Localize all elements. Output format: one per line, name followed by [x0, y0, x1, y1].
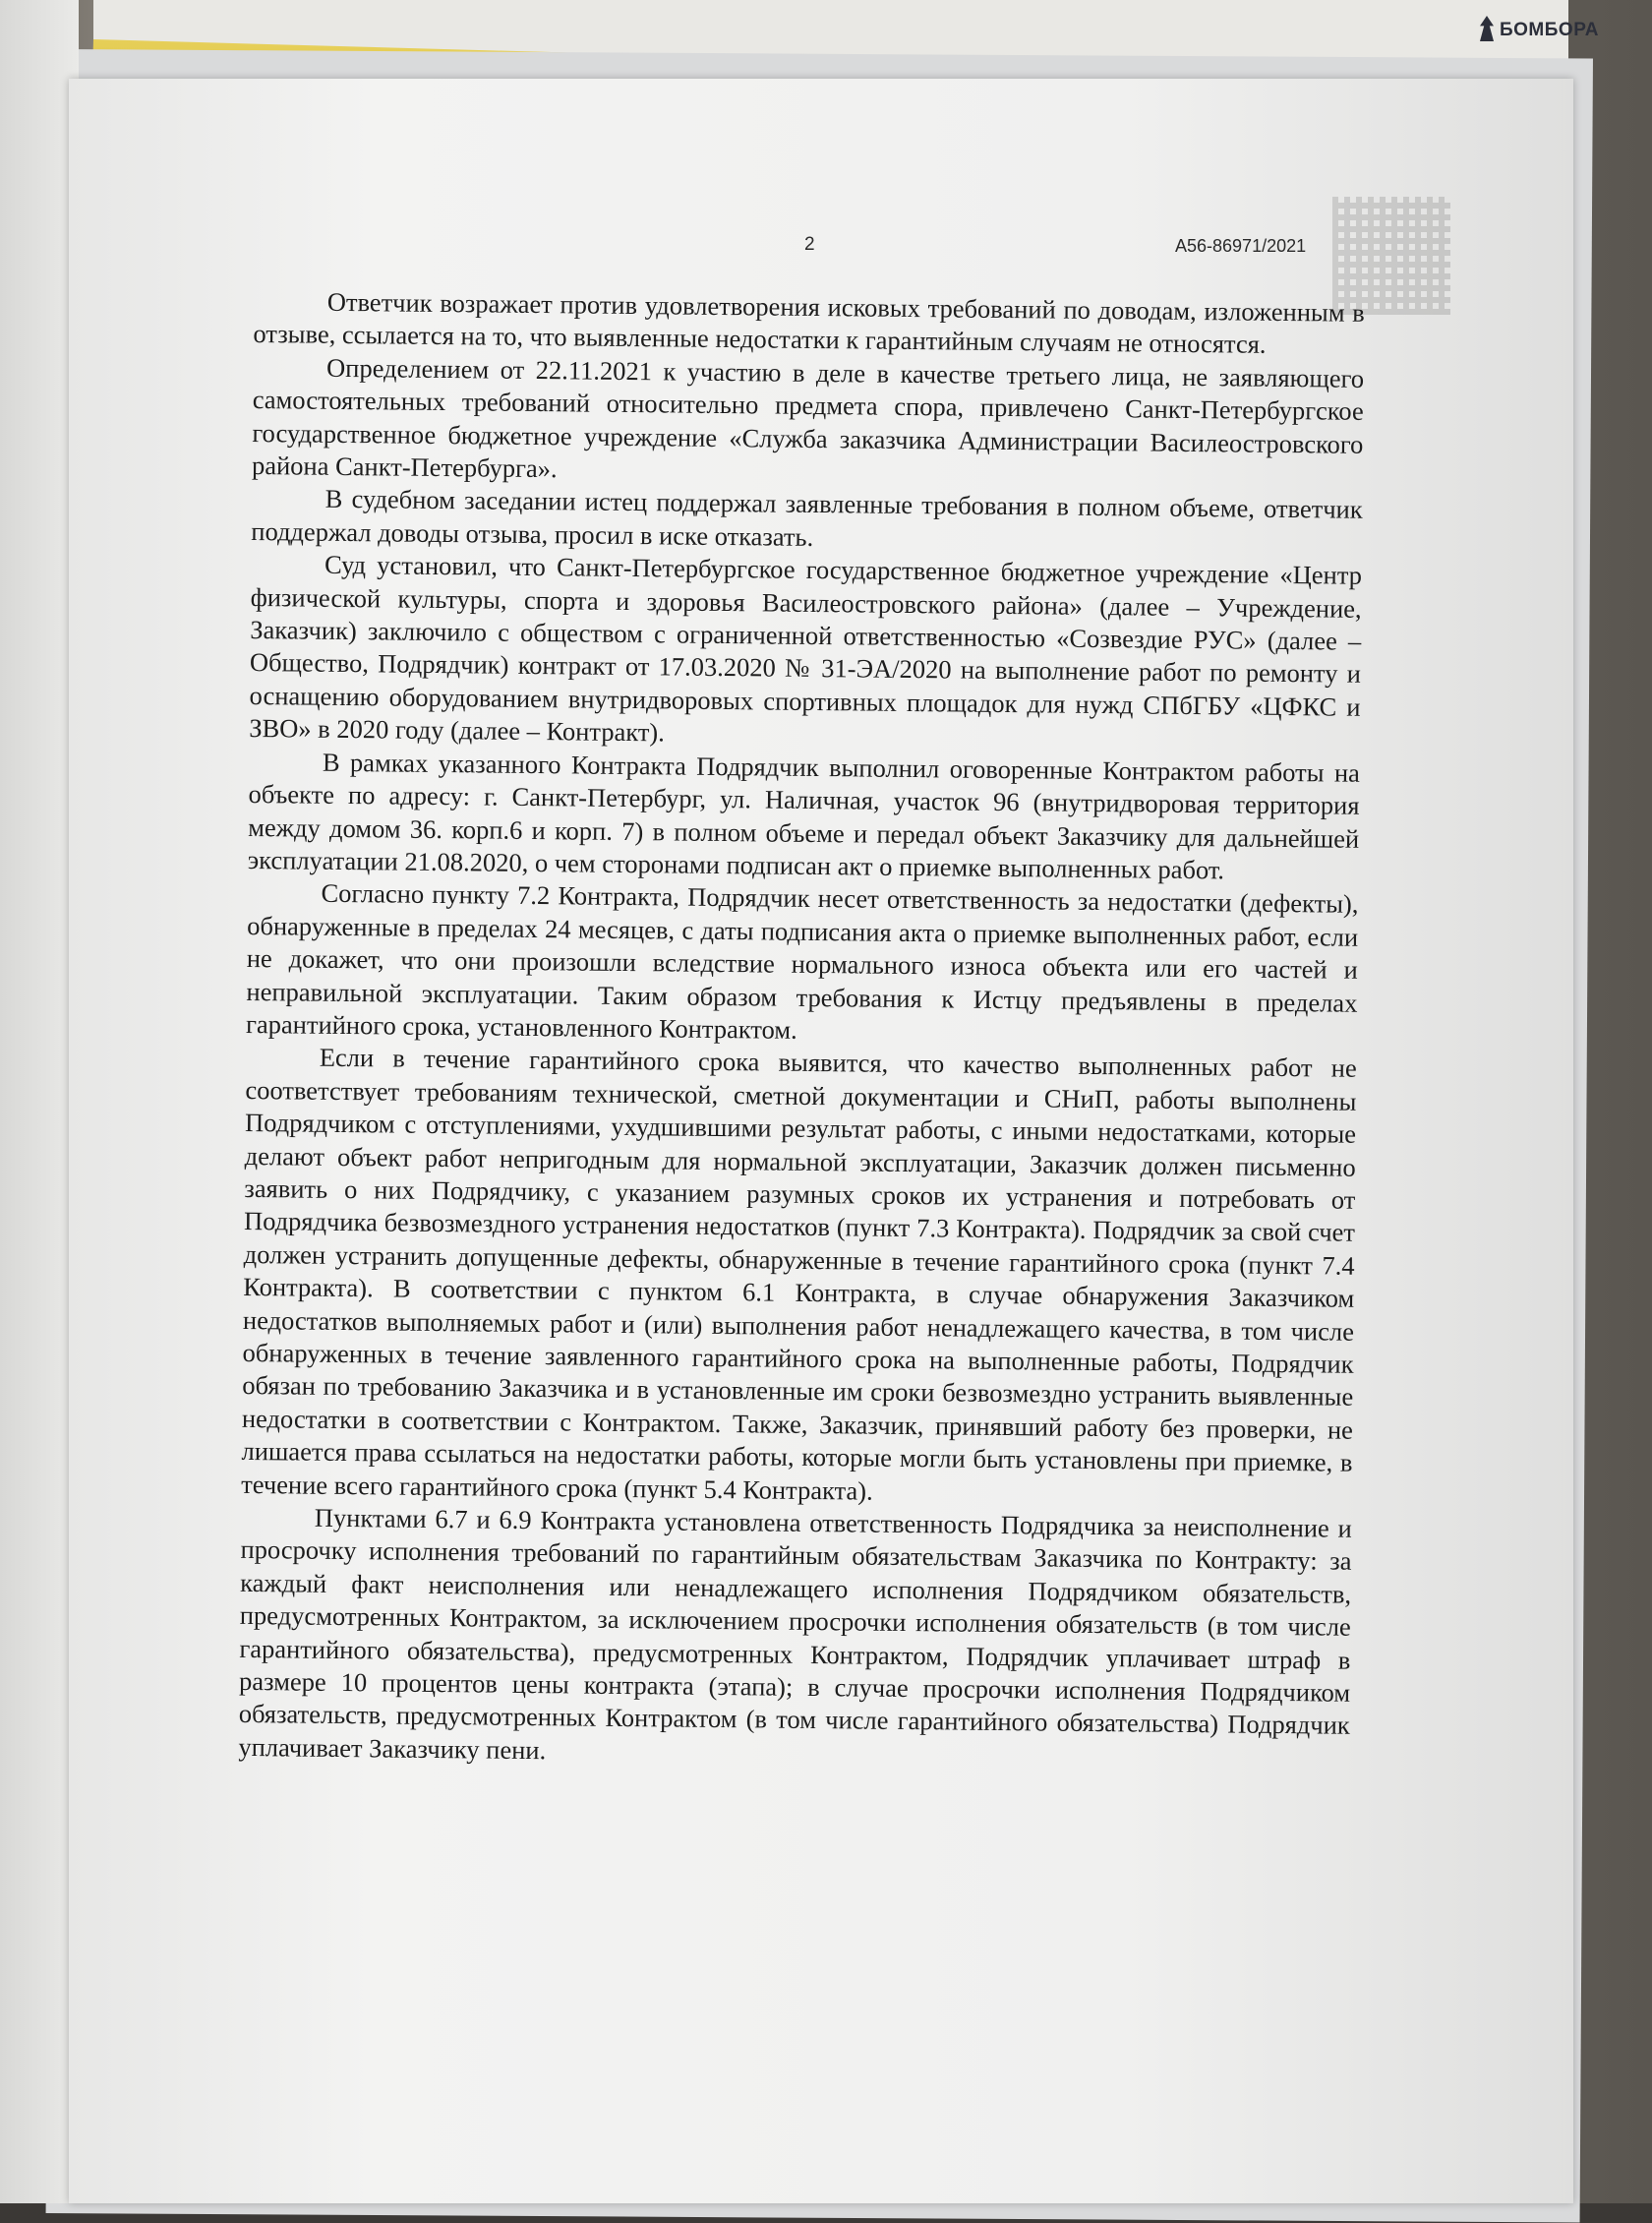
paragraph: Если в течение гарантийного срока выявится, что качество выполненных работ не соответствует требованиям технической, сметной документации и СНиП, работы выполнены Подрядчиком с отступлениями, ухудшившими результат работы, с иными недостатками, которые делают объект работ непригодным для нормальной эксплуатации, Заказчик должен письменно заявить о них Подрядчику, с указанием разумных сроков их устранения и потребовать от Подрядчика безвозмездного устранения недостатков (пункт 7.3 Контракта). Подрядчик за свой счет должен устранить допущенные дефекты, обнаруженные в течение гарантийного срока (пункт 7.4 Контракта). В соответствии с пунктом 6.1 Контракта, в случае обнаружения Заказчиком недостатков выполняемых работ и (или) выполнения работ ненадлежащего качества, в том числе обнаруженных в течение заявленного гарантийного срока на выполненные работы, Подрядчик обязан по требованию Заказчика и в установленные им сроки безвозмездно устранить выявленные недостатки в соответствии с Контрактом. Также, Заказчик, принявший работу без проверки, не лишается права ссылаться на недостатки работы, которые могли быть установлены при приемке, в течение всего гарантийного срока (пункт 5.4 Контракта).: [241, 1043, 1357, 1506]
paragraph: Суд установил, что Санкт-Петербургское государственное бюджетное учреждение «Центр физической культуры, спорта и здоровья Василеостровского района» (далее – Учреждение, Заказчик) заключило с обществом с ограниченной ответственностью «Созвездие РУС» (далее – Общество, Подрядчик) контракт от 17.03.2020 № 31-ЭА/2020 на выполнение работ по ремонту и оснащению оборудованием внутридворовых спортивных площадок для нужд СПбГБУ «ЦФКС и ЗВО» в 2020 году (далее – Контракт).: [249, 550, 1363, 748]
page-number: 2: [804, 234, 815, 255]
document-body: [238, 285, 1365, 1775]
paragraph: Пунктами 6.7 и 6.9 Контракта установлена ответственность Подрядчика за неисполнение и просрочку исполнения требований по гарантийным обязательствам Заказчика по Контракту: за каждый факт неисполнения или ненадлежащего исполнения Подрядчиком обязательств, предусмотренных Контрактом, за исключением просрочки исполнения обязательств (в том числе гарантийного обязательства), предусмотренных Контрактом, Подрядчик уплачивает штраф в размере 10 процентов цены контракта (этапа); в случае просрочки исполнения Подрядчиком обязательств, предусмотренных Контрактом (в том числе гарантийного обязательства) Подрядчик уплачивает Заказчику пени.: [238, 1502, 1352, 1766]
publisher-logo-text: БОМБОРА: [1500, 20, 1599, 40]
paragraph: В судебном заседании истец поддержал заявленные требования в полном объеме, ответчик поддержал доводы отзыва, просил в иске отказать.: [251, 484, 1363, 552]
case-number: А56-86971/2021: [1175, 236, 1307, 256]
paragraph: Определением от 22.11.2021 к участию в деле в качестве третьего лица, не заявляющего самостоятельных требований относительно предмета спора, привлечено Санкт-Петербургское государственное бюджетное учреждение «Служба заказчика Администрации Василеостровского района Санкт-Петербурга».: [251, 352, 1365, 484]
publisher-logo-icon: [1480, 16, 1494, 41]
paragraph: В рамках указанного Контракта Подрядчик выполнил оговоренные Контрактом работы на объекте по адресу: г. Санкт-Петербург, ул. Наличная, участок 96 (внутридворовая территория между домом 36. корп.6 и корп. 7) в полном объеме и передал объект Заказчику для дальнейшей эксплуатации 21.08.2020, о чем сторонами подписан акт о приемке выполненных работ.: [247, 747, 1361, 885]
left-page-edge: [0, 0, 79, 2203]
paragraph: Согласно пункту 7.2 Контракта, Подрядчик несет ответственность за недостатки (дефекты), обнаруженные в пределах 24 месяцев, с даты подписания акта о приемке выполненных работ, если не докажет, что они произошли вследствие нормального износа объекта или его частей и неправильной эксплуатации. Таким образом требования к Истцу предъявлены в пределах гарантийного срока, установленного Контрактом.: [245, 878, 1359, 1045]
paragraph: Ответчик возражает против удовлетворения исковых требований по доводам, изложенным в отзыве, ссылается на то, что выявленные недостатки к гарантийным случаям не относятся.: [253, 286, 1365, 360]
publisher-logo: [1480, 14, 1608, 49]
